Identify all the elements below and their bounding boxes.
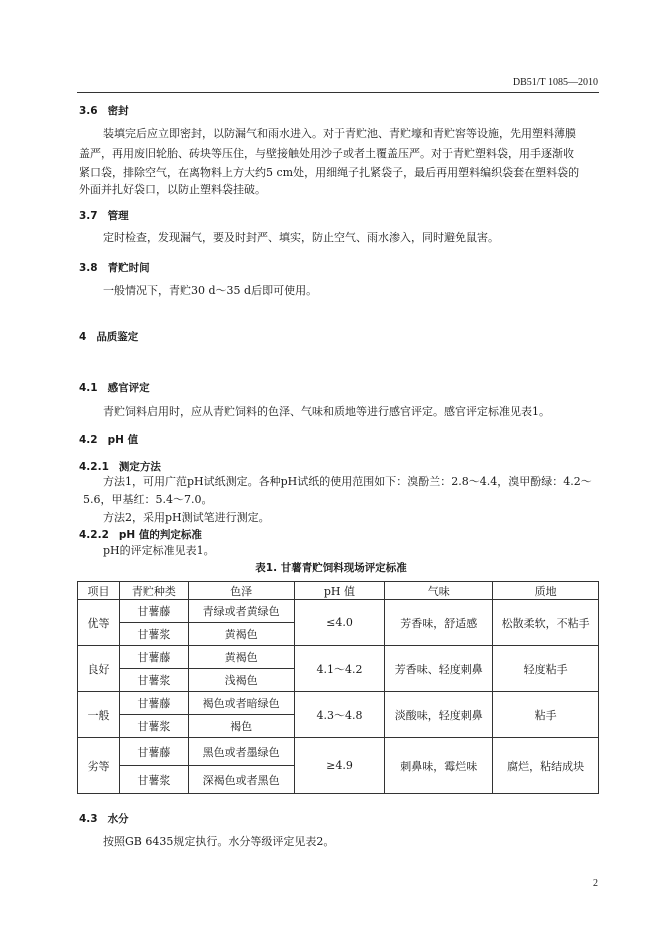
ph-cell: ≤4.0 bbox=[294, 600, 385, 646]
texture-cell: 粘手 bbox=[493, 692, 599, 738]
section-title: 感官评定 bbox=[107, 382, 150, 394]
paragraph: 一般情况下，青贮30 d～35 d后即可使用。 bbox=[103, 284, 318, 297]
section-number: 3.8 bbox=[79, 262, 98, 274]
color-cell: 浅褐色 bbox=[188, 669, 294, 692]
section-heading-4-3 bbox=[79, 811, 129, 826]
section-heading-4-2 bbox=[79, 432, 138, 447]
column-header: pH 值 bbox=[294, 582, 385, 600]
section-title: 管理 bbox=[107, 210, 129, 222]
color-cell: 褐色或者暗绿色 bbox=[188, 692, 294, 715]
type-cell: 甘薯浆 bbox=[119, 766, 188, 794]
section-title: pH 值的判定标准 bbox=[118, 529, 202, 541]
section-number: 4 bbox=[79, 331, 87, 343]
column-header: 青贮种类 bbox=[119, 582, 188, 600]
paragraph: 定时检查，发现漏气，要及时封严、填实，防止空气、雨水渗入，同时避免鼠害。 bbox=[103, 231, 499, 244]
table-row bbox=[78, 692, 599, 715]
section-heading-4-1 bbox=[79, 380, 150, 395]
texture-cell: 腐烂，粘结成块 bbox=[493, 738, 599, 794]
evaluation-table bbox=[77, 581, 599, 794]
grade-cell: 一般 bbox=[78, 692, 120, 738]
type-cell: 甘薯浆 bbox=[119, 715, 188, 738]
section-title: 水分 bbox=[107, 813, 129, 825]
section-heading-4 bbox=[79, 329, 138, 344]
column-header: 气味 bbox=[385, 582, 493, 600]
table-caption: 表1. 甘薯青贮饲料现场评定标准 bbox=[255, 562, 407, 574]
smell-cell: 芳香味、轻度刺鼻 bbox=[385, 646, 493, 692]
section-number: 3.6 bbox=[79, 105, 98, 117]
texture-cell: 轻度粘手 bbox=[493, 646, 599, 692]
page-number: 2 bbox=[593, 878, 598, 889]
section-number: 4.2.1 bbox=[79, 461, 109, 473]
grade-cell: 优等 bbox=[78, 600, 120, 646]
section-title: 青贮时间 bbox=[107, 262, 150, 274]
section-title: 密封 bbox=[107, 105, 129, 117]
column-header: 质地 bbox=[493, 582, 599, 600]
paragraph-line: 外面并扎好袋口，以防止塑料袋挂破。 bbox=[79, 183, 266, 196]
type-cell: 甘薯浆 bbox=[119, 623, 188, 646]
grade-cell: 良好 bbox=[78, 646, 120, 692]
table-row bbox=[78, 646, 599, 669]
section-heading-3-7 bbox=[79, 208, 129, 223]
color-cell: 深褐色或者黑色 bbox=[188, 766, 294, 794]
section-heading-3-8 bbox=[79, 260, 150, 275]
paragraph-line: 方法1，可用广范pH试纸测定。各种pH试纸的使用范围如下：溴酚兰：2.8～4.4，溴甲酚绿：4.2～ bbox=[103, 475, 592, 488]
ph-cell: 4.3～4.8 bbox=[294, 692, 385, 738]
type-cell: 甘薯藤 bbox=[119, 692, 188, 715]
header-rule bbox=[77, 92, 599, 93]
section-title: pH 值 bbox=[107, 434, 139, 446]
grade-cell: 劣等 bbox=[78, 738, 120, 794]
table-row bbox=[78, 600, 599, 623]
smell-cell: 淡酸味，轻度刺鼻 bbox=[385, 692, 493, 738]
section-title: 品质鉴定 bbox=[96, 331, 139, 343]
section-heading-4-2-2 bbox=[79, 527, 202, 542]
ph-cell: ≥4.9 bbox=[294, 738, 385, 794]
table-header-row bbox=[78, 582, 599, 600]
paragraph: 青贮饲料启用时，应从青贮饲料的色泽、气味和质地等进行感官评定。感官评定标准见表1。 bbox=[103, 405, 550, 418]
paragraph-line: 5.6，甲基红：5.4～7.0。 bbox=[83, 493, 213, 506]
smell-cell: 刺鼻味，霉烂味 bbox=[385, 738, 493, 794]
type-cell: 甘薯藤 bbox=[119, 600, 188, 623]
section-number: 4.3 bbox=[79, 813, 98, 825]
color-cell: 褐色 bbox=[188, 715, 294, 738]
ph-cell: 4.1～4.2 bbox=[294, 646, 385, 692]
paragraph-line: 方法2，采用pH测试笔进行测定。 bbox=[103, 511, 270, 524]
paragraph-line: 紧口袋，排除空气，在离物料上方大约5 cm处，用细绳子扎紧袋子，最后再用塑料编织袋套在塑料袋的 bbox=[79, 166, 580, 179]
table-row bbox=[78, 738, 599, 766]
section-heading-3-6 bbox=[79, 103, 129, 118]
type-cell: 甘薯藤 bbox=[119, 646, 188, 669]
smell-cell: 芳香味，舒适感 bbox=[385, 600, 493, 646]
color-cell: 黄褐色 bbox=[188, 646, 294, 669]
column-header: 色泽 bbox=[188, 582, 294, 600]
paragraph: 按照GB 6435规定执行。水分等级评定见表2。 bbox=[103, 835, 335, 848]
section-title: 测定方法 bbox=[118, 461, 161, 473]
color-cell: 黄褐色 bbox=[188, 623, 294, 646]
color-cell: 青绿或者黄绿色 bbox=[188, 600, 294, 623]
texture-cell: 松散柔软，不粘手 bbox=[493, 600, 599, 646]
type-cell: 甘薯藤 bbox=[119, 738, 188, 766]
section-number: 4.1 bbox=[79, 382, 98, 394]
section-number: 3.7 bbox=[79, 210, 98, 222]
color-cell: 黑色或者墨绿色 bbox=[188, 738, 294, 766]
paragraph-line: 装填完后应立即密封，以防漏气和雨水进入。对于青贮池、青贮壕和青贮窖等设施，先用塑料薄膜 bbox=[103, 127, 576, 140]
section-number: 4.2.2 bbox=[79, 529, 109, 541]
paragraph-line: 盖严，再用废旧轮胎、砖块等压住，与壁接触处用沙子或者土覆盖压严。对于青贮塑料袋，用手逐渐收 bbox=[79, 147, 574, 160]
paragraph: pH的评定标准见表1。 bbox=[103, 544, 215, 557]
column-header: 项目 bbox=[78, 582, 120, 600]
document-code: DB51/T 1085—2010 bbox=[512, 77, 598, 88]
section-number: 4.2 bbox=[79, 434, 98, 446]
type-cell: 甘薯浆 bbox=[119, 669, 188, 692]
